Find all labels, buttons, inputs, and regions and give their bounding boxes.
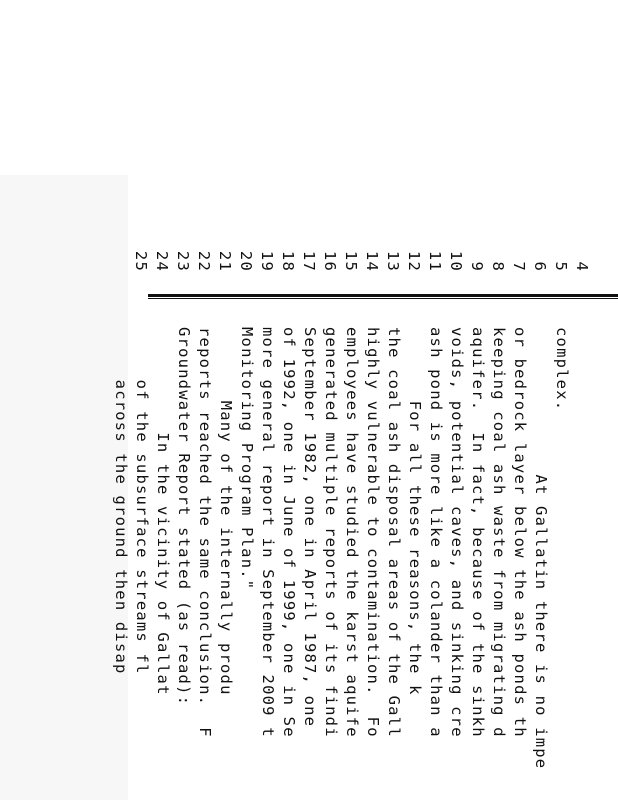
line-number: 14 [363,250,381,272]
line-text: generated multiple reports of its findi [322,327,340,738]
line-number: 9 [468,261,486,272]
line-number: 4 [573,261,591,272]
rotated-transcript [112,232,618,800]
line-number: 7 [510,261,528,272]
line-text: highly vulnerable to contamination. Fo [364,327,382,738]
line-text: of the subsurface streams fl [133,327,151,675]
line-text: For all these reasons, the k [406,327,424,696]
line-text: In the vicinity of Gallat [154,327,172,696]
line-text: more general report in September 2009 t [259,327,277,738]
line-text: across the ground then disap [112,327,130,675]
transcript-line [553,232,612,412]
line-number: 11 [426,250,444,272]
left-margin-rule-inner [148,298,618,299]
line-number: 16 [321,250,339,272]
line-number: 19 [258,250,276,272]
line-number: 15 [342,250,360,272]
line-number: 20 [237,250,255,272]
line-text: the coal ash disposal areas of the Gall [385,327,403,738]
line-number: 10 [447,250,465,272]
line-number: 18 [279,250,297,272]
line-text: keeping coal ash waste from migrating d [490,327,508,738]
line-text: Many of the internally produ [217,327,235,696]
line-number: 24 [153,250,171,272]
line-text: Groundwater Report stated (as read): [175,327,193,707]
line-text: or bedrock layer below the ash ponds th [511,327,529,738]
line-number: 13 [384,250,402,272]
line-number: 25 [132,250,150,272]
line-text: reports reached the same conclusion. F [196,327,214,738]
line-number: 22 [195,250,213,272]
line-number: 5 [552,261,570,272]
line-number: 17 [300,250,318,272]
line-text: Monitoring Program Plan." [238,327,256,591]
line-text: At Gallatin there is no impe [532,327,550,770]
line-text: voids, potential caves, and sinking cre [448,327,466,738]
line-number: 12 [405,250,423,272]
line-number: 21 [216,250,234,272]
line-text: of 1992, one in June of 1999, one in Se [280,327,298,738]
line-text: complex. [553,327,571,412]
line-text: ash pond is more like a colander than a [427,327,445,738]
line-number: 23 [174,250,192,272]
line-text: aquifer. In fact, because of the sinkh [469,327,487,738]
line-number: 6 [531,261,549,272]
line-text: September 1982, one in April 1987, one [301,327,319,728]
line-text: employees have studied the karst aquife [343,327,361,738]
line-number: 8 [489,261,507,272]
